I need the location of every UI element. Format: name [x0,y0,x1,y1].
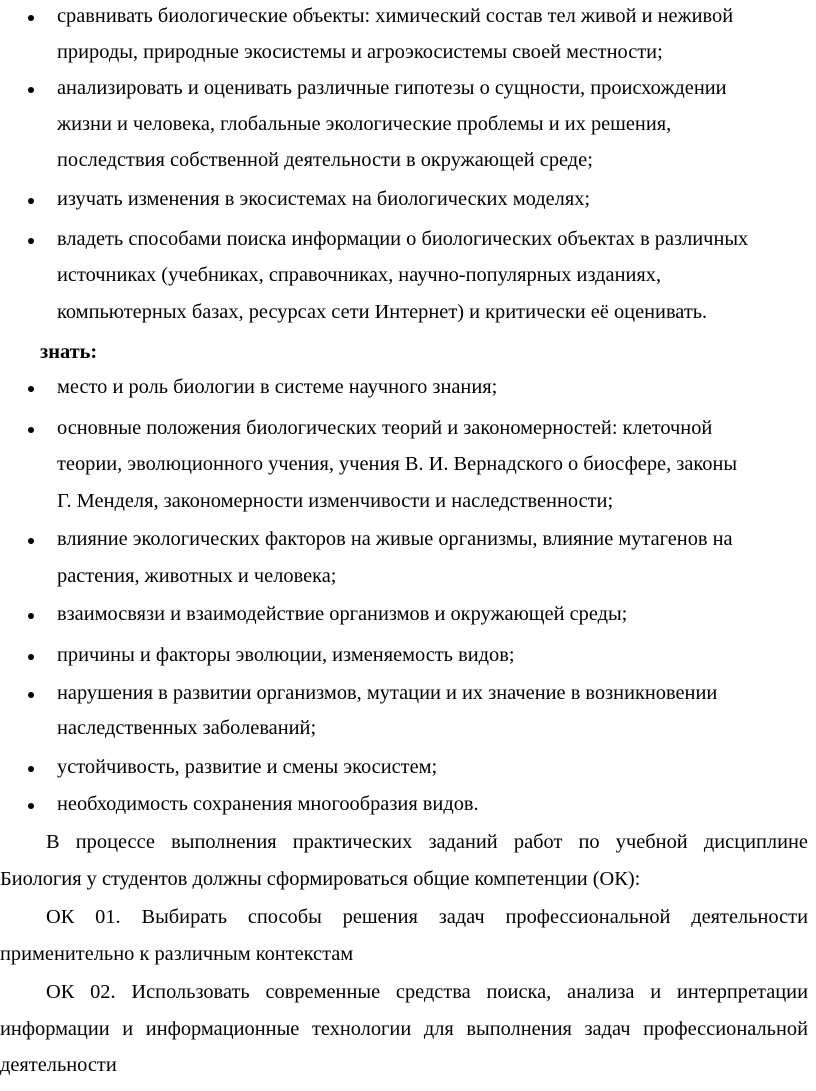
list-item-line: необходимость сохранения многообразия видов. [57,793,479,815]
bullet-icon [28,538,34,544]
know-heading: знать: [40,341,98,363]
bullet-icon [28,803,34,809]
list-item-line: сравнивать биологические объекты: химический состав тел живой и неживой [57,5,734,27]
paragraph-line: ОК 01. Выбирать способы решения задач профессиональной деятельности [46,906,808,928]
list-item-line: влияние экологических факторов на живые организмы, влияние мутагенов на [57,528,733,550]
list-item-line: нарушения в развитии организмов, мутации и их значение в возникновении [57,682,718,704]
bullet-icon [28,198,34,204]
list-item-line: наследственных заболеваний; [57,717,317,739]
paragraph-line: В процессе выполнения практических заданий работ по учебной дисциплине [46,831,808,853]
paragraph-line: Биология у студентов должны сформироваться общие компетенции (ОК): [0,868,641,890]
list-item-line: компьютерных базах, ресурсах сети Интернет) и критически её оценивать. [57,301,708,323]
list-item-line: устойчивость, развитие и смены экосистем; [57,756,438,778]
list-item-line: взаимосвязи и взаимодействие организмов и окружающей среды; [57,603,628,625]
list-item-line: владеть способами поиска информации о биологических объектах в различных [57,228,749,250]
bullet-icon [28,766,34,772]
bullet-icon [28,386,34,392]
bullet-icon [28,692,34,698]
paragraph-line: информации и информационные технологии для выполнения задач профессиональной [0,1018,808,1040]
list-item-line: жизни и человека, глобальные экологические проблемы и их решения, [57,113,672,135]
list-item-line: теории, эволюционного учения, учения В. И. Вернадского о биосфере, законы [57,453,738,475]
paragraph-line: применительно к различным контекстам [0,943,354,965]
list-item-line: основные положения биологических теорий и закономерностей: клеточной [57,417,713,439]
paragraph-line: ОК 02. Использовать современные средства поиска, анализа и интерпретации [46,981,808,1003]
list-item-line: источниках (учебниках, справочниках, научно-популярных изданиях, [57,264,662,286]
list-item-line: анализировать и оценивать различные гипотезы о сущности, происхождении [57,77,727,99]
bullet-icon [28,427,34,433]
list-item-line: Г. Менделя, закономерности изменчивости и наследственности; [57,490,614,512]
list-item-line: последствия собственной деятельности в окружающей среде; [57,149,593,171]
bullet-icon [28,654,34,660]
list-item-line: причины и факторы эволюции, изменяемость видов; [57,644,515,666]
bullet-icon [28,238,34,244]
bullet-icon [28,613,34,619]
bullet-icon [28,15,34,21]
list-item-line: растения, животных и человека; [57,565,337,587]
paragraph-line: деятельности [0,1054,117,1076]
list-item-line: природы, природные экосистемы и агроэкосистемы своей местности; [57,41,663,63]
list-item-line: место и роль биологии в системе научного знания; [57,376,498,398]
list-item-line: изучать изменения в экосистемах на биологических моделях; [57,188,591,210]
bullet-icon [28,87,34,93]
